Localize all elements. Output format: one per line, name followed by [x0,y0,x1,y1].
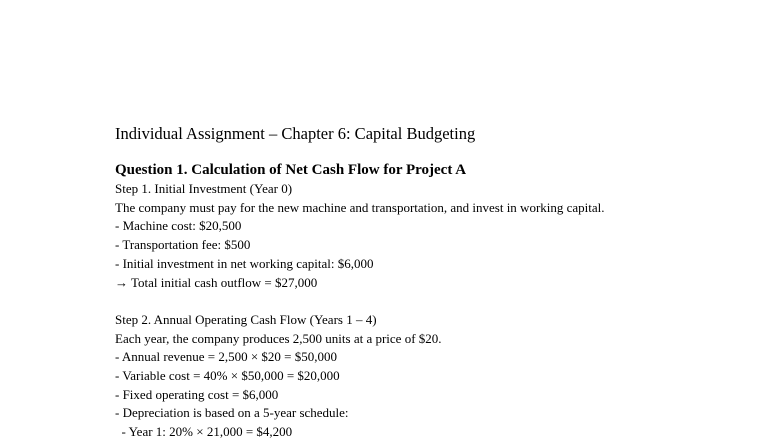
step2-item-variable-cost: - Variable cost = 40% × $50,000 = $20,000 [115,368,340,384]
step1-item-transportation-fee: - Transportation fee: $500 [115,237,251,253]
step1-total: → Total initial cash outflow = $27,000 [115,274,318,290]
step2-subitem-year1: - Year 1: 20% × 21,000 = $4,200 [115,424,293,440]
step2-item-depreciation: - Depreciation is based on a 5-year schedule: [115,405,349,421]
step1-heading: Step 1. Initial Investment (Year 0) [115,181,293,196]
document-page [115,124,755,442]
step1-item-machine-cost: - Machine cost: $20,500 [115,218,242,234]
step2-item-revenue: - Annual revenue = 2,500 × $20 = $50,000 [115,349,338,365]
step2-intro: Each year, the company produces 2,500 units at a price of $20. [115,330,442,346]
step2-item-fixed-cost: - Fixed operating cost = $6,000 [115,386,279,402]
step1-intro: The company must pay for the new machine and transportation, and invest in working capital. [115,199,605,215]
step1-item-working-capital: - Initial investment in net working capital: $6,000 [115,255,374,271]
question-heading: Question 1. Calculation of Net Cash Flow for Project A [115,162,467,178]
paragraph-spacer [115,292,755,311]
step2-heading: Step 2. Annual Operating Cash Flow (Years 1 – 4) [115,311,377,327]
document-title: Individual Assignment – Chapter 6: Capital Budgeting [115,124,476,143]
